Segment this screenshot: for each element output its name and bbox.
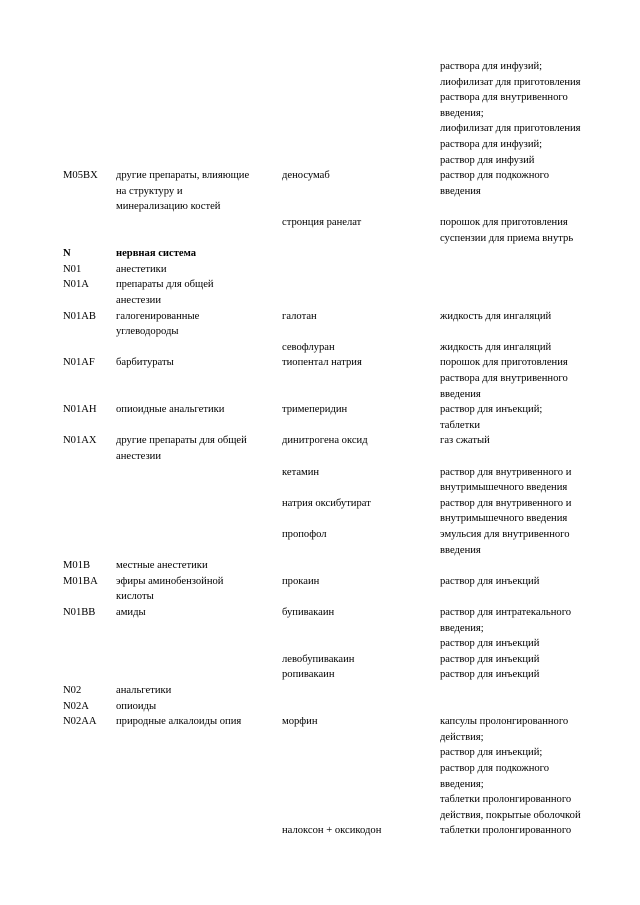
atc-code <box>63 683 113 699</box>
dosage-forms-line: введения <box>440 388 481 400</box>
dosage-forms <box>440 714 610 823</box>
drug-name <box>282 309 432 325</box>
dosage-forms-line: введения; <box>440 107 484 119</box>
dosage-forms <box>440 168 610 199</box>
dosage-forms <box>440 402 610 433</box>
dosage-forms <box>440 667 610 683</box>
dosage-forms-line: лиофилизат для приготовления <box>440 76 581 88</box>
dosage-forms-line: раствор для внутривенного и <box>440 466 572 478</box>
drug-name <box>282 527 432 543</box>
dosage-forms-line: раствор для подкожного <box>440 762 550 774</box>
dosage-forms <box>440 496 610 527</box>
atc-code-line: N02AA <box>63 716 97 728</box>
anatomical-group-line: анестетики <box>116 263 167 275</box>
atc-code <box>63 433 113 449</box>
drug-name-line: кетамин <box>282 466 320 478</box>
anatomical-group-line: эфиры аминобензойной <box>116 575 224 587</box>
dosage-forms-line: раствор для инъекций; <box>440 404 543 416</box>
drug-name <box>282 340 432 356</box>
drug-name-line: деносумаб <box>282 170 330 182</box>
anatomical-group-line: нервная система <box>116 248 197 260</box>
dosage-forms-line: раствор для интратекального <box>440 607 572 618</box>
atc-code-line: N01A <box>63 279 89 291</box>
dosage-forms-line: жидкость для ингаляций <box>440 310 552 322</box>
anatomical-group-line: препараты для общей <box>116 279 214 291</box>
dosage-forms-line: действия; <box>440 731 484 743</box>
drug-name-line: галотан <box>282 310 317 322</box>
drug-name <box>282 355 432 371</box>
atc-code-line: N01AF <box>63 357 95 369</box>
anatomical-group-line: другие препараты для общей <box>116 435 247 447</box>
dosage-forms-line: таблетки пролонгированного <box>440 794 572 806</box>
dosage-forms <box>440 340 610 356</box>
anatomical-group-line: на структуру и <box>116 185 183 197</box>
atc-code-line: N01BB <box>63 607 96 618</box>
dosage-forms-line: таблетки пролонгированного <box>440 825 572 837</box>
dosage-forms <box>440 355 610 402</box>
dosage-forms-line: введения; <box>440 778 484 790</box>
anatomical-group <box>116 574 276 605</box>
drug-name-line: тиопентал натрия <box>282 357 362 369</box>
dosage-forms-line: капсулы пролонгированного <box>440 716 569 728</box>
atc-code <box>63 714 113 730</box>
anatomical-group <box>116 605 276 621</box>
drug-name <box>282 823 432 839</box>
dosage-forms <box>440 59 610 168</box>
drug-name <box>282 496 432 512</box>
drug-name <box>282 433 432 449</box>
anatomical-group <box>116 558 276 574</box>
drug-name-line: ропивакаин <box>282 669 335 681</box>
dosage-forms <box>440 823 610 839</box>
anatomical-group <box>116 402 276 418</box>
atc-code <box>63 558 113 574</box>
drug-name <box>282 215 432 231</box>
dosage-forms-line: порошок для приготовления <box>440 217 568 228</box>
dosage-forms-line: введения <box>440 185 481 197</box>
dosage-forms-line: действия, покрытые оболочкой <box>440 809 581 821</box>
anatomical-group-line: опиоидные анальгетики <box>116 404 225 416</box>
dosage-forms-line: раствор для инъекций <box>440 575 540 587</box>
atc-code-line: N <box>63 248 71 260</box>
drug-name-line: динитрогена оксид <box>282 435 368 447</box>
drug-name-line: прокаин <box>282 575 320 587</box>
anatomical-group-line: другие препараты, влияющие <box>116 170 250 182</box>
dosage-forms-line: внутримышечного введения <box>440 482 568 494</box>
anatomical-group-line: природные алкалоиды опия <box>116 716 242 728</box>
dosage-forms-line: эмульсия для внутривенного <box>440 529 570 540</box>
dosage-forms <box>440 527 610 558</box>
anatomical-group <box>116 714 276 730</box>
atc-code <box>63 402 113 418</box>
drug-name <box>282 714 432 730</box>
atc-code-line: N01 <box>63 263 82 275</box>
anatomical-group-line: углеводороды <box>116 326 179 338</box>
anatomical-group <box>116 262 276 278</box>
dosage-forms-line: раствора для внутривенного <box>440 92 568 104</box>
dosage-forms <box>440 433 610 449</box>
anatomical-group-line: анестезии <box>116 450 162 462</box>
dosage-forms-line: раствор для подкожного <box>440 170 550 182</box>
anatomical-group <box>116 246 276 262</box>
drug-name <box>282 402 432 418</box>
drug-name <box>282 652 432 668</box>
dosage-forms-line: лиофилизат для приготовления <box>440 123 581 135</box>
dosage-forms-line: раствор для инъекций <box>440 638 540 650</box>
dosage-forms-line: раствора для внутривенного <box>440 372 568 384</box>
drug-name-line: пропофол <box>282 529 327 540</box>
dosage-forms-line: суспензии для приема внутрь <box>440 232 574 244</box>
anatomical-group <box>116 277 276 308</box>
dosage-forms-line: раствор для инъекций <box>440 669 540 681</box>
dosage-forms <box>440 309 610 325</box>
dosage-forms-line: порошок для приготовления <box>440 357 568 369</box>
drug-name-line: левобупивакаин <box>282 653 355 665</box>
drug-name-line: тримеперидин <box>282 404 348 416</box>
atc-code <box>63 605 113 621</box>
dosage-forms <box>440 215 610 246</box>
dosage-forms-line: газ сжатый <box>440 435 490 447</box>
anatomical-group <box>116 699 276 715</box>
atc-code <box>63 246 113 262</box>
dosage-forms <box>440 605 610 652</box>
dosage-forms-line: введения <box>440 544 481 556</box>
anatomical-group <box>116 433 276 464</box>
dosage-forms-line: жидкость для ингаляций <box>440 341 552 353</box>
dosage-forms-line: раствора для инфузий; <box>440 61 543 72</box>
anatomical-group-line: минерализацию костей <box>116 201 221 213</box>
anatomical-group-line: анестезии <box>116 294 162 306</box>
atc-code-line: N02A <box>63 700 89 712</box>
dosage-forms-line: раствор для инъекций <box>440 653 540 665</box>
atc-code <box>63 574 113 590</box>
drug-name <box>282 168 432 184</box>
drug-name-line: натрия оксибутират <box>282 497 371 509</box>
drug-name-line: севофлуран <box>282 341 335 353</box>
dosage-forms <box>440 574 610 590</box>
drug-name-line: налоксон + оксикодон <box>282 825 382 837</box>
drug-name-line: бупивакаин <box>282 607 335 618</box>
dosage-forms-line: раствор для инфузий <box>440 154 535 166</box>
anatomical-group-line: галогенированные <box>116 310 200 322</box>
dosage-forms <box>440 465 610 496</box>
anatomical-group <box>116 683 276 699</box>
drug-name <box>282 465 432 481</box>
anatomical-group-line: барбитураты <box>116 357 174 369</box>
atc-code-line: M05BX <box>63 170 98 182</box>
anatomical-group-line: анальгетики <box>116 685 172 696</box>
dosage-forms-line: раствора для инфузий; <box>440 138 543 150</box>
dosage-forms-line: таблетки <box>440 419 481 431</box>
dosage-forms-line: раствор для внутривенного и <box>440 497 572 509</box>
atc-code <box>63 309 113 325</box>
drug-name <box>282 667 432 683</box>
dosage-forms-line: введения; <box>440 622 484 634</box>
atc-code-line: N01AX <box>63 435 97 447</box>
atc-code-line: N01AB <box>63 310 96 322</box>
atc-code-line: M01BA <box>63 575 98 587</box>
anatomical-group-line: опиоиды <box>116 700 157 712</box>
anatomical-group <box>116 309 276 340</box>
drug-name-line: стронция ранелат <box>282 217 362 228</box>
atc-code <box>63 355 113 371</box>
atc-code-line: N02 <box>63 685 82 696</box>
drug-name-line: морфин <box>282 716 318 728</box>
drug-name <box>282 574 432 590</box>
atc-code <box>63 262 113 278</box>
drug-name <box>282 605 432 621</box>
atc-code <box>63 699 113 715</box>
atc-code <box>63 277 113 293</box>
atc-code-line: M01B <box>63 560 91 572</box>
anatomical-group-line: кислоты <box>116 591 154 603</box>
anatomical-group-line: местные анестетики <box>116 560 208 572</box>
anatomical-group <box>116 168 276 215</box>
anatomical-group <box>116 355 276 371</box>
atc-code-line: N01AH <box>63 404 97 416</box>
dosage-forms-line: внутримышечного введения <box>440 513 568 525</box>
dosage-forms <box>440 652 610 668</box>
atc-code <box>63 168 113 184</box>
dosage-forms-line: раствор для инъекций; <box>440 747 543 759</box>
anatomical-group-line: амиды <box>116 607 146 618</box>
